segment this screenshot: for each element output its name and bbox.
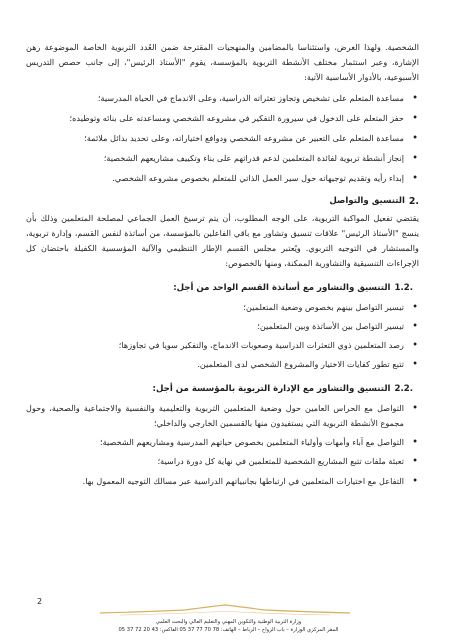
page-number: 2	[37, 597, 43, 606]
subsection-number: 1.2.	[394, 282, 413, 293]
list-item: • إنجاز أنشطة تربوية لفائدة المتعلمين لدعم قدراتهم على بناء وتكييف مشاريعهم الشخصية؛	[26, 151, 419, 166]
list-item: • التفاعل مع اختيارات المتعلمين في ارتباطها بجانبياتهم الدراسية عبر مسالك التوجيه المعمول بها.	[26, 474, 419, 489]
intro-paragraph: الشخصية. ولهذا الغرض، واستئناسا بالمضامين والمنهجيات المقترحة ضمن العُدد التربوية الخاصة الموضوعة رهن الإشارة، وعبر استثمار مختلف الأنشطة التربوية بالمؤسسة، يقوم "الأستاذ الرئيس"، إلى جانب حصص التدريس الأسبوعية، بالأدوار الأساسية الآتية:	[26, 42, 419, 83]
list-item: • تيسير التواصل بينهم بخصوص وضعية المتعلمين؛	[26, 300, 419, 315]
page-content	[26, 40, 419, 489]
subsection-title: التنسيق والتشاور مع الإدارة التربوية بالمؤسسة من أجل:	[152, 383, 391, 394]
section-heading	[26, 194, 419, 209]
list-item: • حفز المتعلم على الدخول في سيرورة التفكير في مشروعه الشخصي ومساعدته على بنائه وتوطيده؛	[26, 111, 419, 126]
list-item: • التواصل مع الحراس العامين حول وضعية المتعلمين التربوية والتعليمية والنفسية والاجتماعية والصحية، وحول مجموع الأنشطة التربوية التي يستفيدون منها بالقسمين الخارجي والداخلي؛	[26, 401, 419, 431]
subsection-title: التنسيق والتشاور مع أساتذة القسم الواحد من أجل:	[173, 282, 391, 293]
list-item: • مساعدة المتعلم على التعبير عن مشروعه الشخصي ودوافع اختياراته، وعلى تحديد بدائل ملائمة؛	[26, 131, 419, 146]
list-item: • تيسير التواصل بين الأساتذة وبين المتعلمين؛	[26, 319, 419, 334]
teachers-coordination-list	[26, 300, 419, 373]
footer-ornament	[100, 603, 350, 617]
subsection-heading	[26, 382, 419, 397]
list-item: • مساعدة المتعلم على تشخيص وتجاوز تعثراته الدراسية، وعلى الاندماج في الحياة المدرسية؛	[26, 91, 419, 106]
section-title: التنسيق والتواصل	[329, 195, 405, 206]
list-item: • إبداء رأيه وتقديم توجيهاته حول سير العمل الذاتي للمتعلم بخصوص مشروعه الشخصي.	[26, 171, 419, 186]
list-item: • رصد المتعلمين ذوي التعثرات الدراسية وصعوبات الاندماج، والتفكير سويا في تجاوزها؛	[26, 338, 419, 353]
administration-coordination-list	[26, 401, 419, 489]
subsection-heading	[26, 281, 419, 296]
section-number: 2.	[408, 195, 419, 207]
section-paragraph: يقتضي تفعيل المواكبة التربوية، على الوجه المطلوب، أن يتم ترسيخ العمل الجماعي لمصلحة المتعلمين وذلك بأن ينسج "الأستاذ الرئيس" علاقات تنسيق وتشاور مع باقي الفاعلين بالمؤسسة، من أساتذة لنفس القسم، وإدارة تربوية، والمستشار في التوجيه التربوي. ويُعتبر مجلس القسم الإطار التنظيمي والآلية المؤسسية الكفيلة باحتضان كل الإجراءات التنسيقية والتشاورية الممكنة، ومنها بالخصوص:	[26, 212, 419, 269]
footer-address: المقر المركزي الوزارة – باب الرواح – الرباط – الهاتف: 78 70 77 37 05 الفاكس: 43 20 72 37 05	[118, 627, 339, 633]
roles-list	[26, 91, 419, 187]
subsection-number: 2.2.	[394, 383, 413, 394]
list-item: • تتبع تطور كفايات الاختيار والمشروع الشخصي لدى المتعلمين.	[26, 357, 419, 372]
list-item: • تعبئة ملفات تتبع المشاريع الشخصية للمتعلمين في نهاية كل دورة دراسية؛	[26, 454, 419, 469]
list-item: • التواصل مع آباء وأمهات وأولياء المتعلمين بخصوص حياتهم المدرسية ومشاريعهم الشخصية؛	[26, 435, 419, 450]
footer-ministry: وزارة التربية الوطنية والتكوين المهني والتعليم العالي والبحث العلمي	[155, 619, 302, 625]
